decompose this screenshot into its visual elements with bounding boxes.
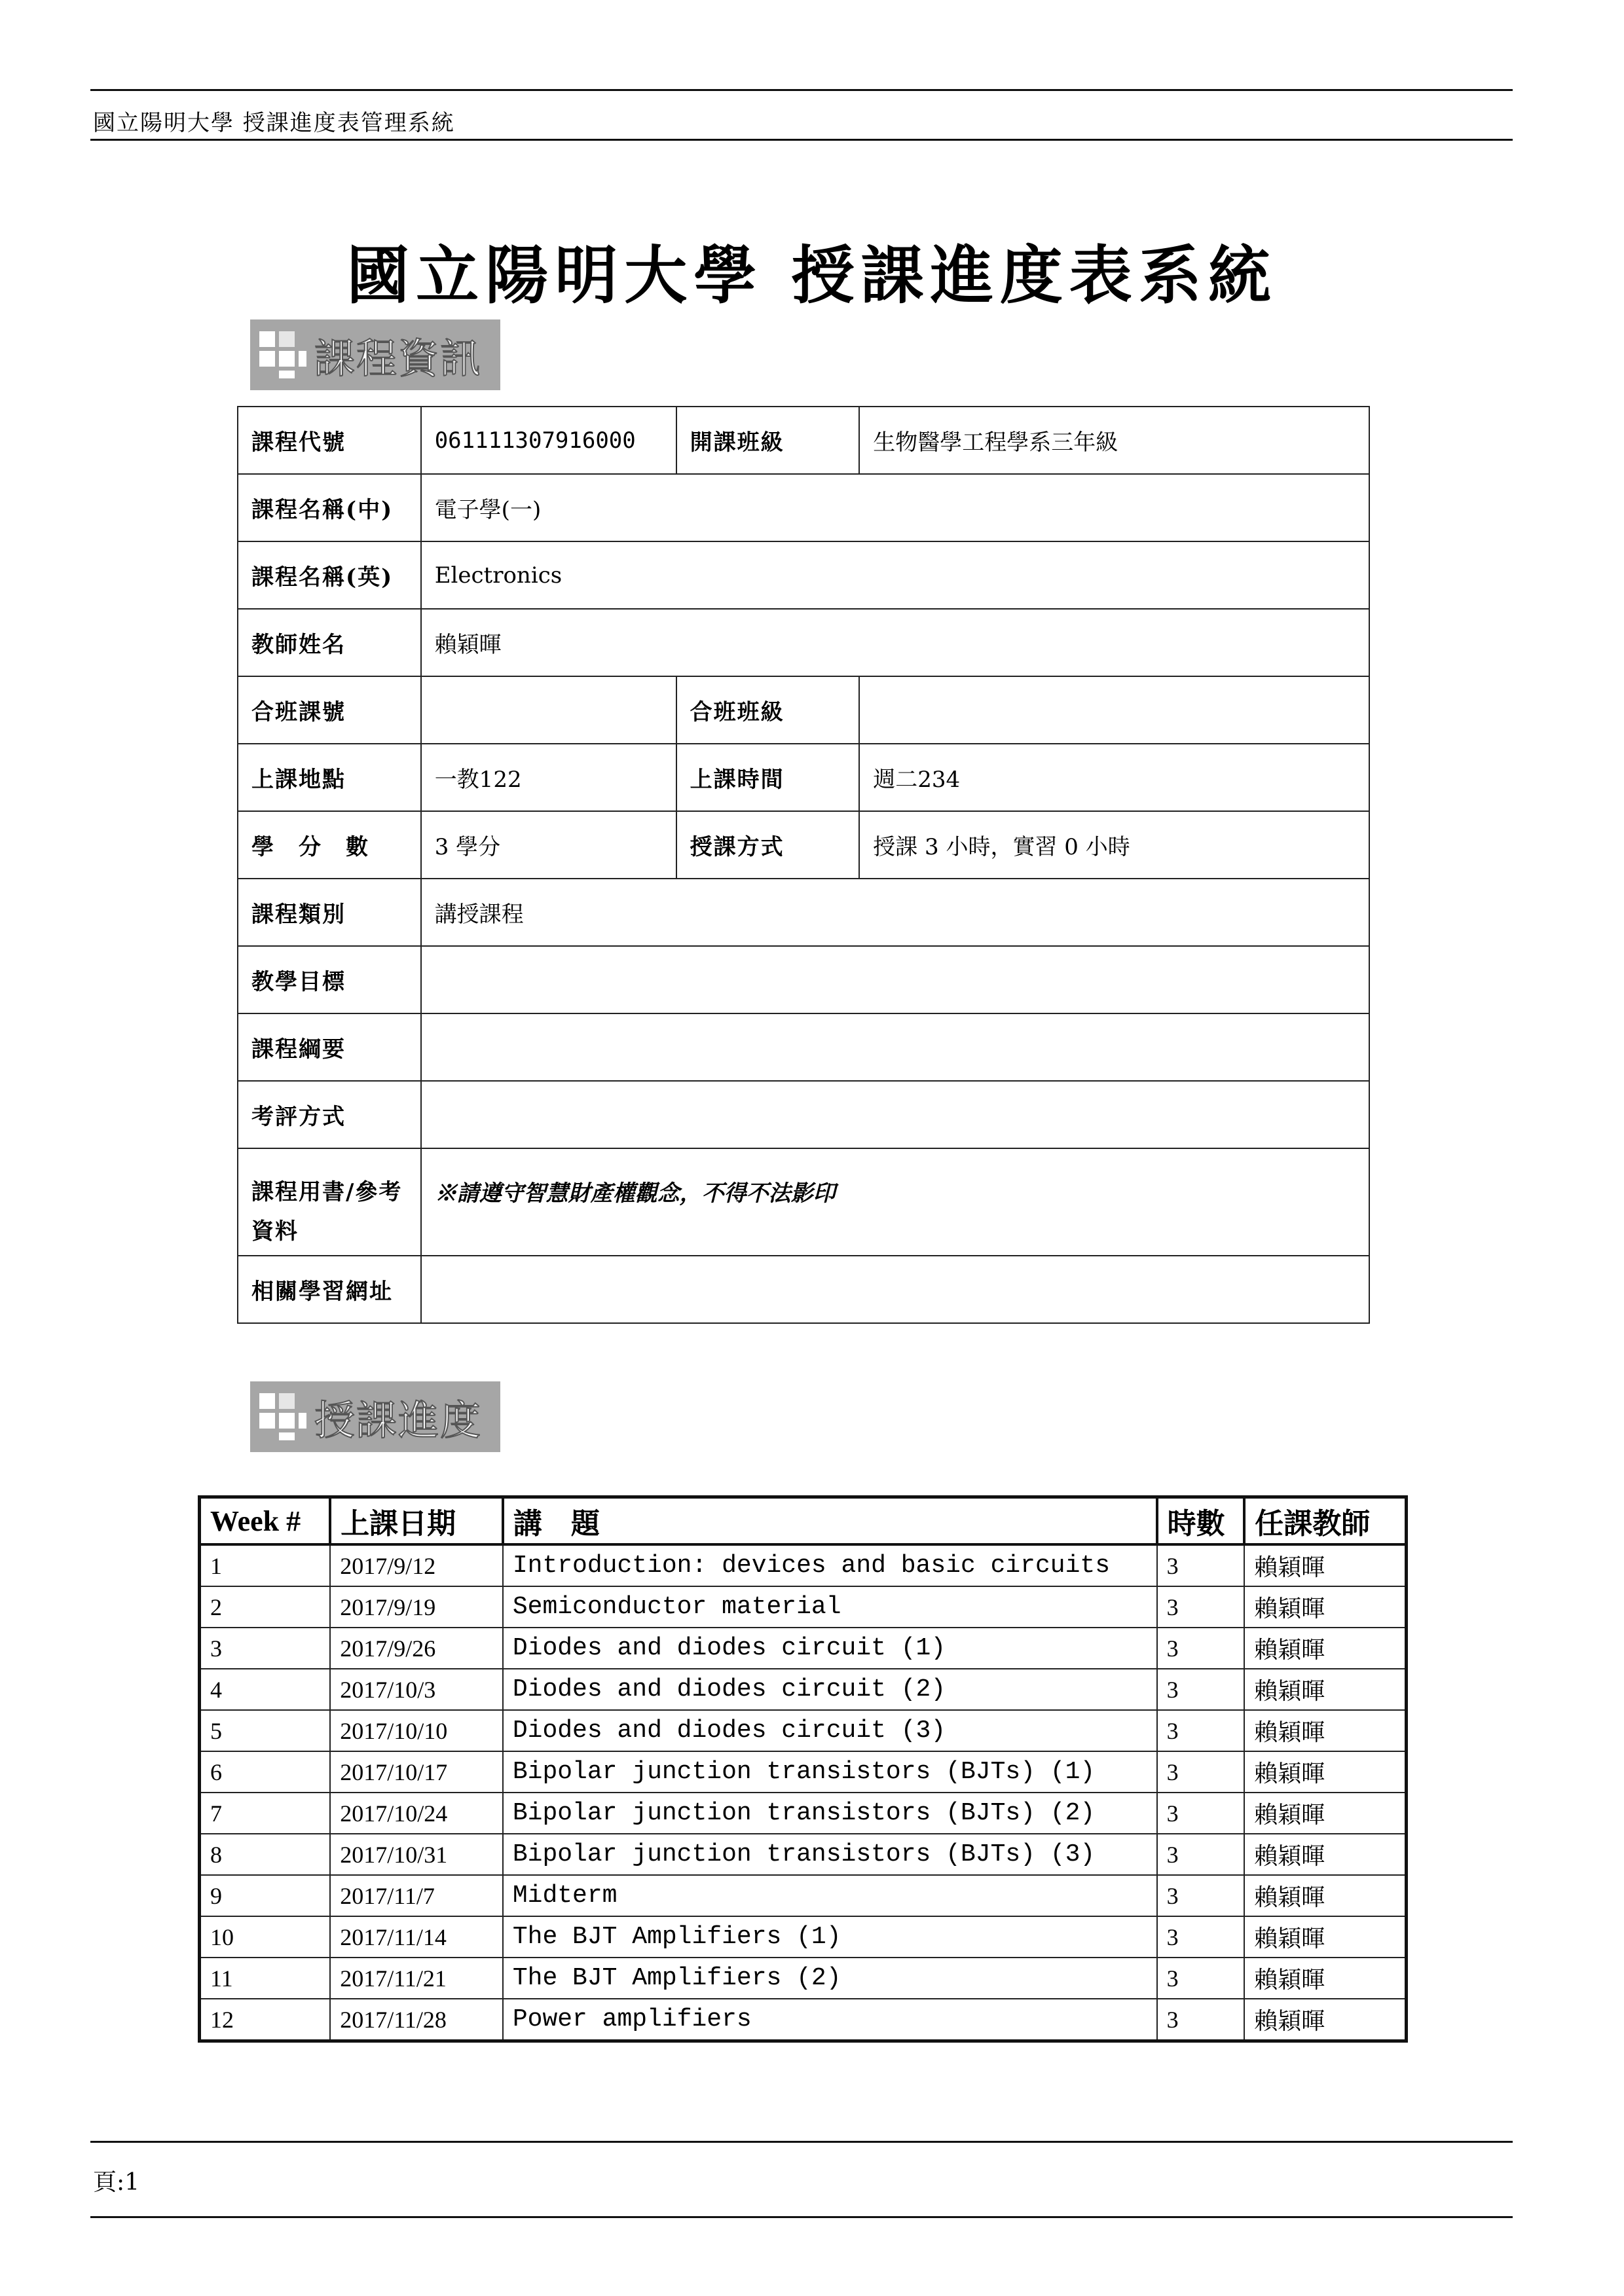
table-row <box>200 1793 1407 1834</box>
topic-cell: Diodes and diodes circuit (1) <box>503 1628 1157 1669</box>
header-week: Week # <box>200 1497 331 1545</box>
teacher-cell: 賴穎暉 <box>1244 1958 1406 1999</box>
table-row <box>238 744 1369 811</box>
course-name-en-value: Electronics <box>421 541 1369 609</box>
table-row <box>200 1586 1407 1628</box>
table-row <box>238 1256 1369 1323</box>
schedule-table <box>198 1495 1408 2043</box>
hours-cell: 3 <box>1157 1875 1245 1916</box>
teacher-cell: 賴穎暉 <box>1244 1586 1406 1628</box>
outline-value <box>421 1013 1369 1081</box>
table-row <box>238 811 1369 879</box>
topic-cell: Diodes and diodes circuit (3) <box>503 1710 1157 1751</box>
week-cell: 7 <box>200 1793 331 1834</box>
date-cell: 2017/10/10 <box>330 1710 503 1751</box>
week-cell: 6 <box>200 1751 331 1793</box>
header-date: 上課日期 <box>330 1497 503 1545</box>
table-row <box>238 407 1369 474</box>
header-teacher: 任課教師 <box>1244 1497 1406 1545</box>
section-banner-progress <box>250 1381 500 1452</box>
credits-value: 3 學分 <box>421 811 676 879</box>
grid-icon <box>259 331 306 378</box>
course-code-value: 061111307916000 <box>421 407 676 474</box>
date-cell: 2017/10/3 <box>330 1669 503 1710</box>
week-cell: 8 <box>200 1834 331 1875</box>
table-row <box>200 1958 1407 1999</box>
table-row <box>200 1751 1407 1793</box>
date-cell: 2017/10/31 <box>330 1834 503 1875</box>
grading-value <box>421 1081 1369 1148</box>
method-label: 授課方式 <box>676 811 860 879</box>
topic-cell: Midterm <box>503 1875 1157 1916</box>
footer-bottom-rule <box>90 2216 1513 2218</box>
method-value: 授課 3 小時，實習 0 小時 <box>859 811 1369 879</box>
section-banner-course-info <box>250 319 500 390</box>
time-value: 週二234 <box>859 744 1369 811</box>
joint-class-value <box>859 676 1369 744</box>
course-name-zh-value: 電子學(一) <box>421 474 1369 541</box>
week-cell: 10 <box>200 1916 331 1958</box>
table-row <box>238 879 1369 946</box>
topic-cell: Bipolar junction transistors (BJTs) (1) <box>503 1751 1157 1793</box>
course-name-en-label: 課程名稱(英) <box>238 541 421 609</box>
hours-cell: 3 <box>1157 1669 1245 1710</box>
table-row <box>238 1148 1369 1256</box>
table-row <box>200 1999 1407 2041</box>
week-cell: 11 <box>200 1958 331 1999</box>
objective-value <box>421 946 1369 1013</box>
table-header-row <box>200 1497 1407 1545</box>
teacher-cell: 賴穎暉 <box>1244 1793 1406 1834</box>
teacher-cell: 賴穎暉 <box>1244 1628 1406 1669</box>
table-row <box>200 1544 1407 1586</box>
location-value: 一教122 <box>421 744 676 811</box>
textbook-label: 課程用書/參考資料 <box>238 1148 421 1256</box>
header-top-rule <box>90 89 1513 91</box>
hours-cell: 3 <box>1157 1544 1245 1586</box>
objective-label: 教學目標 <box>238 946 421 1013</box>
header-bottom-rule <box>90 139 1513 141</box>
website-label: 相關學習網址 <box>238 1256 421 1323</box>
topic-cell: Power amplifiers <box>503 1999 1157 2041</box>
date-cell: 2017/10/24 <box>330 1793 503 1834</box>
hours-cell: 3 <box>1157 1916 1245 1958</box>
table-row <box>200 1628 1407 1669</box>
hours-cell: 3 <box>1157 1751 1245 1793</box>
table-row <box>238 541 1369 609</box>
credits-label: 學 分 數 <box>238 811 421 879</box>
footer-top-rule <box>90 2141 1513 2143</box>
hours-cell: 3 <box>1157 1834 1245 1875</box>
topic-cell: The BJT Amplifiers (1) <box>503 1916 1157 1958</box>
date-cell: 2017/9/12 <box>330 1544 503 1586</box>
hours-cell: 3 <box>1157 1628 1245 1669</box>
teacher-label: 教師姓名 <box>238 609 421 676</box>
teacher-value: 賴穎暉 <box>421 609 1369 676</box>
week-cell: 9 <box>200 1875 331 1916</box>
outline-label: 課程綱要 <box>238 1013 421 1081</box>
teacher-cell: 賴穎暉 <box>1244 1916 1406 1958</box>
topic-cell: Semiconductor material <box>503 1586 1157 1628</box>
table-row <box>200 1834 1407 1875</box>
teacher-cell: 賴穎暉 <box>1244 1999 1406 2041</box>
table-row <box>238 1081 1369 1148</box>
week-cell: 1 <box>200 1544 331 1586</box>
hours-cell: 3 <box>1157 1710 1245 1751</box>
table-row <box>200 1710 1407 1751</box>
header-topic: 講 題 <box>503 1497 1157 1545</box>
table-row <box>238 474 1369 541</box>
table-row <box>238 676 1369 744</box>
date-cell: 2017/11/21 <box>330 1958 503 1999</box>
header-hours: 時數 <box>1157 1497 1245 1545</box>
week-cell: 3 <box>200 1628 331 1669</box>
teacher-cell: 賴穎暉 <box>1244 1669 1406 1710</box>
table-row <box>238 609 1369 676</box>
category-label: 課程類別 <box>238 879 421 946</box>
date-cell: 2017/11/28 <box>330 1999 503 2041</box>
teacher-cell: 賴穎暉 <box>1244 1544 1406 1586</box>
course-info-table <box>237 406 1370 1324</box>
table-row <box>200 1916 1407 1958</box>
section-title-progress: 授課進度 <box>314 1396 483 1444</box>
topic-cell: The BJT Amplifiers (2) <box>503 1958 1157 1999</box>
page-number: 頁:1 <box>93 2169 140 2196</box>
hours-cell: 3 <box>1157 1793 1245 1834</box>
schedule-body <box>200 1544 1407 2041</box>
date-cell: 2017/9/19 <box>330 1586 503 1628</box>
hours-cell: 3 <box>1157 1586 1245 1628</box>
topic-cell: Bipolar junction transistors (BJTs) (2) <box>503 1793 1157 1834</box>
teacher-cell: 賴穎暉 <box>1244 1834 1406 1875</box>
hours-cell: 3 <box>1157 1958 1245 1999</box>
teacher-cell: 賴穎暉 <box>1244 1710 1406 1751</box>
course-name-zh-label: 課程名稱(中) <box>238 474 421 541</box>
date-cell: 2017/11/7 <box>330 1875 503 1916</box>
topic-cell: Diodes and diodes circuit (2) <box>503 1669 1157 1710</box>
week-cell: 4 <box>200 1669 331 1710</box>
header-text: 國立陽明大學 授課進度表管理系統 <box>93 110 455 136</box>
topic-cell: Introduction: devices and basic circuits <box>503 1544 1157 1586</box>
table-row <box>238 1013 1369 1081</box>
week-cell: 12 <box>200 1999 331 2041</box>
week-cell: 2 <box>200 1586 331 1628</box>
hours-cell: 3 <box>1157 1999 1245 2041</box>
class-value: 生物醫學工程學系三年級 <box>859 407 1369 474</box>
textbook-value: ※請遵守智慧財產權觀念，不得不法影印 <box>421 1148 1369 1256</box>
date-cell: 2017/11/14 <box>330 1916 503 1958</box>
table-row <box>200 1875 1407 1916</box>
teacher-cell: 賴穎暉 <box>1244 1751 1406 1793</box>
date-cell: 2017/9/26 <box>330 1628 503 1669</box>
grading-label: 考評方式 <box>238 1081 421 1148</box>
time-label: 上課時間 <box>676 744 860 811</box>
joint-class-label: 合班班級 <box>676 676 860 744</box>
location-label: 上課地點 <box>238 744 421 811</box>
topic-cell: Bipolar junction transistors (BJTs) (3) <box>503 1834 1157 1875</box>
grid-icon <box>259 1393 306 1440</box>
class-label: 開課班級 <box>676 407 860 474</box>
category-value: 講授課程 <box>421 879 1369 946</box>
date-cell: 2017/10/17 <box>330 1751 503 1793</box>
teacher-cell: 賴穎暉 <box>1244 1875 1406 1916</box>
section-title-course-info: 課程資訊 <box>314 334 483 382</box>
table-row <box>238 946 1369 1013</box>
page-title: 國立陽明大學 授課進度表系統 <box>346 238 1278 312</box>
website-value <box>421 1256 1369 1323</box>
course-code-label: 課程代號 <box>238 407 421 474</box>
joint-code-value <box>421 676 676 744</box>
week-cell: 5 <box>200 1710 331 1751</box>
table-row <box>200 1669 1407 1710</box>
joint-code-label: 合班課號 <box>238 676 421 744</box>
